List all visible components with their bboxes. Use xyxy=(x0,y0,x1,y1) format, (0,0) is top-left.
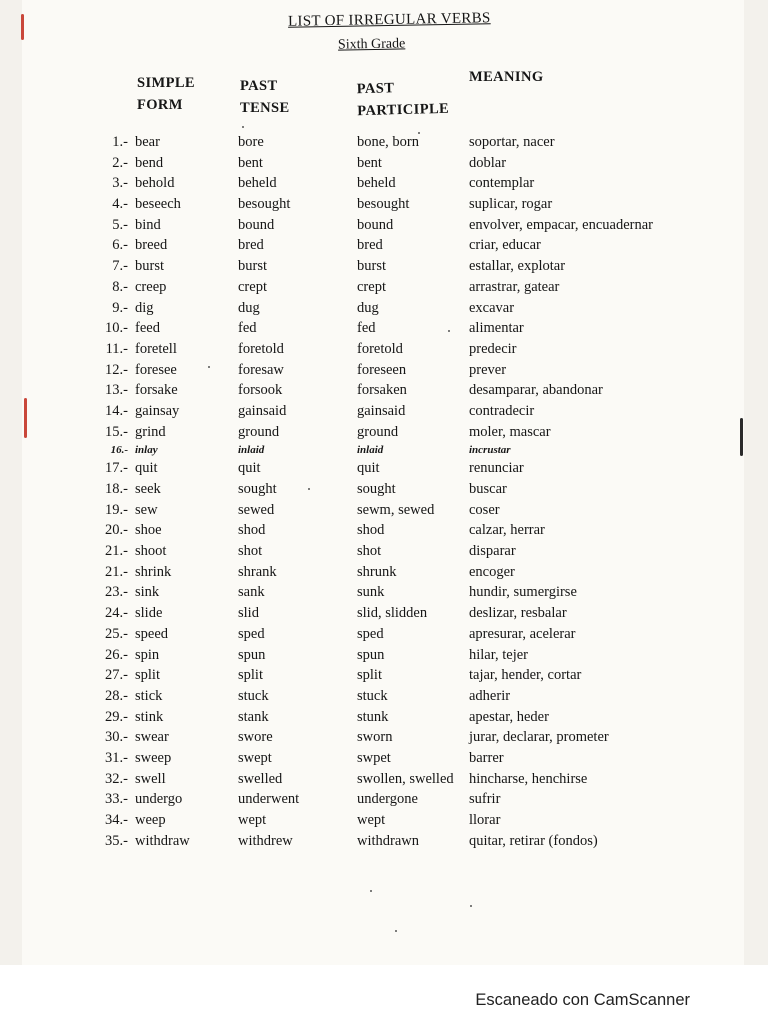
verb-row xyxy=(0,196,768,217)
verb-row xyxy=(0,320,768,341)
past-participle-cell: sworn xyxy=(357,729,393,746)
past-participle-cell: besought xyxy=(357,196,410,213)
verb-number: 21.- xyxy=(105,543,128,560)
header-participle-line1: PAST xyxy=(356,80,395,98)
past-tense-cell: foretold xyxy=(238,340,284,357)
past-participle-cell: sewm, sewed xyxy=(357,501,435,518)
verb-number: 7.- xyxy=(112,258,128,275)
meaning-cell: calzar, herrar xyxy=(469,522,545,539)
past-participle-cell: sunk xyxy=(357,584,385,601)
verb-number: 2.- xyxy=(112,154,128,171)
past-participle-cell: stuck xyxy=(357,687,388,704)
simple-form-cell: breed xyxy=(135,237,168,254)
simple-form-cell: bind xyxy=(135,216,161,233)
meaning-cell: hincharse, henchirse xyxy=(469,770,588,787)
verb-number: 24.- xyxy=(105,605,128,622)
meaning-cell: doblar xyxy=(469,154,507,171)
verb-number: 28.- xyxy=(105,687,128,704)
past-tense-cell: sank xyxy=(238,584,265,601)
verb-number: 4.- xyxy=(112,196,128,213)
past-participle-cell: bone, born xyxy=(357,134,420,150)
document-subtitle: Sixth Grade xyxy=(337,36,406,53)
verb-row xyxy=(0,543,768,564)
past-participle-cell: foreseen xyxy=(357,361,407,378)
meaning-cell: contemplar xyxy=(469,175,535,192)
past-tense-cell: bore xyxy=(238,134,264,150)
verb-number: 35.- xyxy=(105,832,128,849)
past-tense-cell: beheld xyxy=(238,175,277,192)
page-edge-mark-top xyxy=(21,14,24,40)
simple-form-cell: shoot xyxy=(135,543,167,560)
verb-number: 11.- xyxy=(105,340,128,357)
header-past-tense xyxy=(240,75,290,119)
past-tense-cell: bred xyxy=(238,237,264,254)
past-participle-cell: swpet xyxy=(357,749,391,766)
simple-form-cell: swell xyxy=(135,770,166,787)
meaning-cell: apresurar, acelerar xyxy=(469,625,576,642)
past-participle-cell: slid, slidden xyxy=(357,605,428,622)
past-participle-cell: gainsaid xyxy=(357,402,406,419)
scan-speck xyxy=(470,905,472,907)
past-participle-cell: fed xyxy=(357,320,376,337)
simple-form-cell: foretell xyxy=(135,340,177,357)
header-past-line1: PAST xyxy=(240,78,278,94)
verb-number: 12.- xyxy=(105,361,128,378)
verb-row xyxy=(0,709,768,730)
header-past-participle xyxy=(356,76,449,122)
past-participle-cell: beheld xyxy=(357,175,396,192)
meaning-cell: prever xyxy=(469,361,507,378)
simple-form-cell: bend xyxy=(135,154,164,171)
verb-row xyxy=(0,155,768,176)
meaning-cell: renunciar xyxy=(469,460,524,477)
meaning-cell: incrustar xyxy=(469,444,511,457)
past-participle-cell: bred xyxy=(357,237,383,254)
verb-number: 19.- xyxy=(105,501,128,518)
verb-row xyxy=(0,647,768,668)
verb-number: 33.- xyxy=(105,791,128,808)
past-participle-cell: bent xyxy=(357,154,382,171)
verb-row xyxy=(0,481,768,502)
verb-row xyxy=(0,626,768,647)
verb-number: 27.- xyxy=(105,667,128,684)
past-tense-cell: stank xyxy=(238,708,269,725)
past-participle-cell: foretold xyxy=(357,340,403,357)
meaning-cell: hilar, tejer xyxy=(469,646,528,663)
meaning-cell: sufrir xyxy=(469,791,501,808)
past-participle-cell: shod xyxy=(357,522,385,539)
past-tense-cell: underwent xyxy=(238,791,300,808)
verb-row xyxy=(0,460,768,481)
past-participle-cell: wept xyxy=(357,812,386,828)
meaning-cell: tajar, hender, cortar xyxy=(469,667,582,684)
header-simple-line1: SIMPLE xyxy=(137,75,195,91)
verb-number: 26.- xyxy=(105,646,128,663)
past-tense-cell: slid xyxy=(238,605,259,622)
verb-row xyxy=(0,237,768,258)
simple-form-cell: inlay xyxy=(135,444,158,457)
past-tense-cell: sought xyxy=(238,481,277,497)
verb-row xyxy=(0,444,768,460)
verb-number: 21.- xyxy=(105,563,128,580)
verb-row xyxy=(0,667,768,688)
past-participle-cell: quit xyxy=(357,460,380,477)
past-tense-cell: shrank xyxy=(238,563,277,580)
past-tense-cell: crept xyxy=(238,278,267,295)
meaning-cell: alimentar xyxy=(469,320,524,337)
verb-row xyxy=(0,833,768,854)
past-tense-cell: split xyxy=(238,667,263,684)
simple-form-cell: sweep xyxy=(135,749,172,766)
past-tense-cell: dug xyxy=(238,299,260,316)
meaning-cell: llorar xyxy=(469,812,501,828)
simple-form-cell: burst xyxy=(135,258,164,275)
past-participle-cell: burst xyxy=(357,258,386,275)
meaning-cell: quitar, retirar (fondos) xyxy=(469,832,598,849)
simple-form-cell: sew xyxy=(135,501,158,518)
past-tense-cell: swore xyxy=(238,729,273,746)
scan-speck xyxy=(395,930,397,932)
verb-row xyxy=(0,175,768,196)
verb-row xyxy=(0,791,768,812)
past-participle-cell: sought xyxy=(357,481,396,497)
meaning-cell: jurar, declarar, prometer xyxy=(469,729,609,746)
past-tense-cell: gainsaid xyxy=(238,402,287,419)
meaning-cell: criar, educar xyxy=(469,237,541,254)
verb-row xyxy=(0,729,768,750)
past-tense-cell: bent xyxy=(238,154,263,171)
past-tense-cell: quit xyxy=(238,460,261,477)
past-tense-cell: bound xyxy=(238,216,275,233)
verb-row xyxy=(0,362,768,383)
verb-number: 17.- xyxy=(105,460,128,477)
simple-form-cell: behold xyxy=(135,175,175,192)
past-participle-cell: forsaken xyxy=(357,382,407,399)
simple-form-cell: undergo xyxy=(135,791,183,808)
verb-number: 30.- xyxy=(105,729,128,746)
past-participle-cell: withdrawn xyxy=(357,832,420,849)
verb-number: 16.- xyxy=(110,444,128,457)
meaning-cell: barrer xyxy=(469,749,504,766)
header-meaning xyxy=(469,66,544,88)
past-tense-cell: spun xyxy=(238,646,266,663)
verb-row xyxy=(0,403,768,424)
header-meaning-label: MEANING xyxy=(469,69,544,85)
verb-row xyxy=(0,771,768,792)
meaning-cell: deslizar, resbalar xyxy=(469,605,567,622)
verb-number: 6.- xyxy=(112,237,128,254)
simple-form-cell: swear xyxy=(135,729,169,746)
header-simple-form xyxy=(137,72,195,116)
verb-row xyxy=(0,502,768,523)
verb-row xyxy=(0,584,768,605)
verb-row xyxy=(0,750,768,771)
past-tense-cell: shod xyxy=(238,522,266,539)
simple-form-cell: dig xyxy=(135,299,154,316)
meaning-cell: desamparar, abandonar xyxy=(469,382,603,399)
meaning-cell: apestar, heder xyxy=(469,708,549,725)
simple-form-cell: withdraw xyxy=(135,832,190,849)
past-participle-cell: stunk xyxy=(357,708,389,725)
past-tense-cell: sewed xyxy=(238,501,275,518)
past-tense-cell: shot xyxy=(238,543,263,560)
past-tense-cell: sped xyxy=(238,625,265,642)
simple-form-cell: shoe xyxy=(135,522,162,539)
past-tense-cell: fed xyxy=(238,320,257,337)
verb-number: 13.- xyxy=(105,382,128,399)
document-title: LIST OF IRREGULAR VERBS xyxy=(287,10,491,30)
verb-row xyxy=(0,279,768,300)
past-tense-cell: withdrew xyxy=(238,832,293,849)
past-tense-cell: burst xyxy=(238,258,267,275)
past-participle-cell: crept xyxy=(357,278,386,295)
verb-table xyxy=(0,134,768,853)
past-tense-cell: besought xyxy=(238,196,291,213)
past-tense-cell: wept xyxy=(238,812,267,828)
meaning-cell: encoger xyxy=(469,563,515,580)
verb-row xyxy=(0,258,768,279)
meaning-cell: buscar xyxy=(469,481,507,497)
verb-number: 5.- xyxy=(112,216,128,233)
simple-form-cell: stick xyxy=(135,687,163,704)
verb-row xyxy=(0,522,768,543)
meaning-cell: suplicar, rogar xyxy=(469,196,553,213)
past-tense-cell: inlaid xyxy=(238,444,265,457)
simple-form-cell: creep xyxy=(135,278,167,295)
simple-form-cell: split xyxy=(135,667,160,684)
verb-row xyxy=(0,382,768,403)
meaning-cell: excavar xyxy=(469,299,515,316)
simple-form-cell: foresee xyxy=(135,361,177,378)
simple-form-cell: seek xyxy=(135,481,161,497)
verb-row xyxy=(0,688,768,709)
scan-speck xyxy=(308,488,310,490)
header-participle-line2: PARTICIPLE xyxy=(357,100,450,120)
past-participle-cell: ground xyxy=(357,423,399,440)
simple-form-cell: feed xyxy=(135,320,160,337)
past-tense-cell: stuck xyxy=(238,687,269,704)
verb-number: 20.- xyxy=(105,522,128,539)
verb-number: 25.- xyxy=(105,625,128,642)
verb-number: 31.- xyxy=(105,749,128,766)
verb-number: 15.- xyxy=(105,423,128,440)
meaning-cell: disparar xyxy=(469,543,516,560)
verb-number: 10.- xyxy=(105,320,128,337)
scan-speck xyxy=(448,330,450,332)
verb-row xyxy=(0,300,768,321)
scan-speck xyxy=(418,132,420,134)
verb-number: 18.- xyxy=(105,481,128,497)
scan-speck xyxy=(208,366,210,368)
meaning-cell: coser xyxy=(469,501,500,518)
header-simple-line2: FORM xyxy=(137,97,183,113)
simple-form-cell: spin xyxy=(135,646,160,663)
simple-form-cell: speed xyxy=(135,625,169,642)
verb-number: 1.- xyxy=(112,134,128,150)
meaning-cell: estallar, explotar xyxy=(469,258,566,275)
simple-form-cell: beseech xyxy=(135,196,181,213)
verb-row xyxy=(0,217,768,238)
past-tense-cell: foresaw xyxy=(238,361,284,378)
meaning-cell: soportar, nacer xyxy=(469,134,555,150)
past-participle-cell: shot xyxy=(357,543,382,560)
past-tense-cell: forsook xyxy=(238,382,283,399)
verb-number: 8.- xyxy=(112,278,128,295)
past-tense-cell: swept xyxy=(238,749,272,766)
scanner-footer xyxy=(0,965,768,1024)
past-tense-cell: swelled xyxy=(238,770,283,787)
verb-number: 29.- xyxy=(105,708,128,725)
past-participle-cell: bound xyxy=(357,216,394,233)
simple-form-cell: bear xyxy=(135,134,160,150)
simple-form-cell: sink xyxy=(135,584,160,601)
meaning-cell: adherir xyxy=(469,687,511,704)
scan-speck xyxy=(370,890,372,892)
past-participle-cell: sped xyxy=(357,625,384,642)
verb-row xyxy=(0,424,768,445)
meaning-cell: envolver, empacar, encuadernar xyxy=(469,216,654,233)
simple-form-cell: grind xyxy=(135,423,166,440)
verb-row xyxy=(0,134,768,155)
scanner-watermark-text: Escaneado con CamScanner xyxy=(475,991,690,1009)
past-participle-cell: inlaid xyxy=(357,444,384,457)
simple-form-cell: gainsay xyxy=(135,402,180,419)
scan-speck xyxy=(242,126,244,128)
meaning-cell: contradecir xyxy=(469,402,535,419)
verb-number: 14.- xyxy=(105,402,128,419)
past-participle-cell: spun xyxy=(357,646,385,663)
past-participle-cell: split xyxy=(357,667,382,684)
past-participle-cell: undergone xyxy=(357,791,418,808)
verb-row xyxy=(0,341,768,362)
verb-row xyxy=(0,812,768,833)
header-past-line2: TENSE xyxy=(240,100,290,116)
verb-number: 32.- xyxy=(105,770,128,787)
past-participle-cell: dug xyxy=(357,299,379,316)
past-tense-cell: ground xyxy=(238,423,280,440)
simple-form-cell: weep xyxy=(135,812,166,828)
simple-form-cell: shrink xyxy=(135,563,172,580)
verb-row xyxy=(0,564,768,585)
verb-number: 9.- xyxy=(112,299,128,316)
verb-number: 34.- xyxy=(105,812,128,828)
meaning-cell: hundir, sumergirse xyxy=(469,584,577,601)
meaning-cell: arrastrar, gatear xyxy=(469,278,560,295)
past-participle-cell: swollen, swelled xyxy=(357,770,454,787)
simple-form-cell: forsake xyxy=(135,382,178,399)
meaning-cell: predecir xyxy=(469,340,517,357)
verb-row xyxy=(0,605,768,626)
meaning-cell: moler, mascar xyxy=(469,423,551,440)
past-participle-cell: shrunk xyxy=(357,563,397,580)
simple-form-cell: stink xyxy=(135,708,164,725)
simple-form-cell: quit xyxy=(135,460,158,477)
simple-form-cell: slide xyxy=(135,605,163,622)
verb-number: 3.- xyxy=(112,175,128,192)
verb-number: 23.- xyxy=(105,584,128,601)
